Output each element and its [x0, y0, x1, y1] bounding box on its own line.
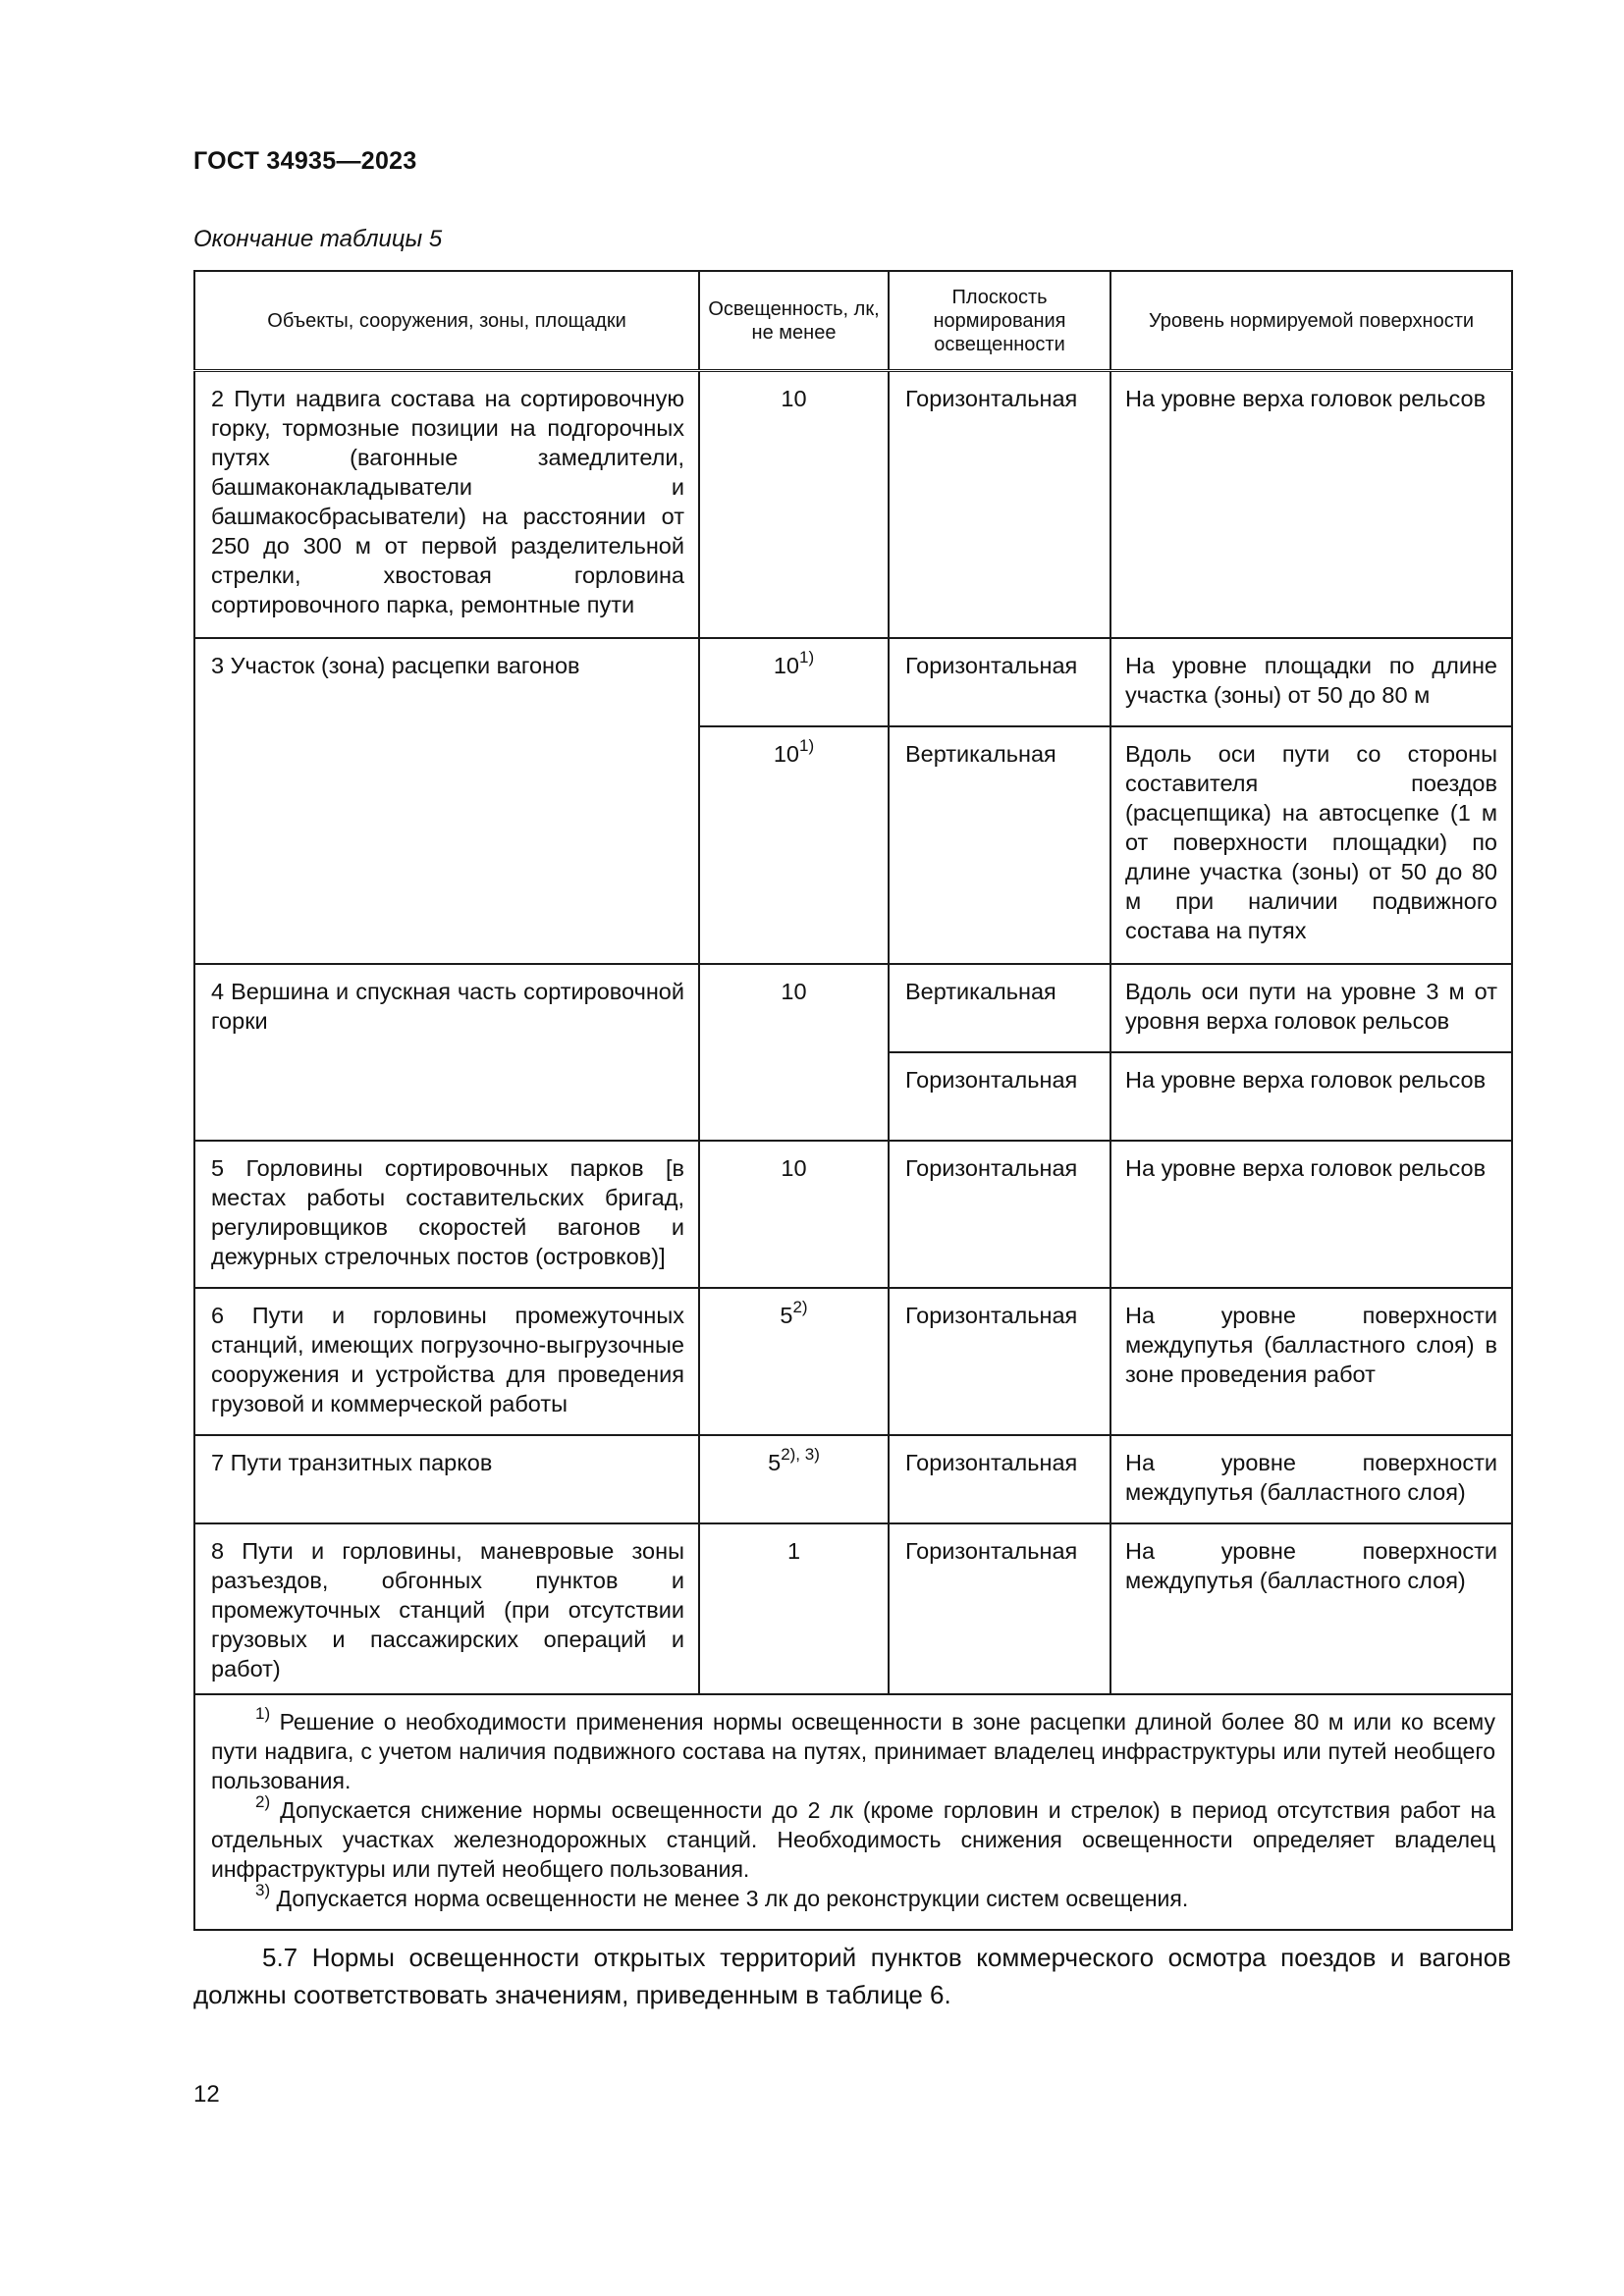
page-number: 12: [193, 2081, 220, 2108]
plane-cell: Горизонтальная: [889, 1435, 1110, 1523]
column-header-plane: Плоскость нормирования освещенности: [889, 271, 1110, 371]
illuminance-cell: [699, 964, 889, 1141]
footnote: [211, 1791, 1496, 1884]
footnote-text: Допускается норма освещенности не менее 3 лк до реконструкции систем освещения.: [276, 1885, 1189, 1911]
plane-cell: Вертикальная: [889, 726, 1110, 964]
illuminance-cell: [699, 1141, 889, 1288]
footnotes-row: [194, 1694, 1512, 1930]
illuminance-cell: [699, 1523, 889, 1694]
footnote-ref: 2), 3): [781, 1444, 820, 1464]
section-paragraph: 5.7 Нормы освещенности открытых территорий пунктов коммерческого осмотра поездов и вагонов должны соответствовать значениям, приведенным в таблице 6.: [193, 1943, 1511, 2009]
footnote-mark: 3): [255, 1880, 271, 1899]
plane-cell: Горизонтальная: [889, 371, 1110, 638]
surface-level-cell: На уровне верха головок рельсов: [1110, 371, 1512, 638]
illuminance-value: 10: [781, 1154, 807, 1181]
illuminance-value: 10: [781, 386, 807, 411]
column-header-surface-level: Уровень нормируемой поверхности: [1110, 271, 1512, 371]
surface-level-cell: Вдоль оси пути на уровне 3 м от уровня верха головок рельсов: [1110, 964, 1512, 1052]
plane-cell: Горизонтальная: [889, 638, 1110, 726]
illuminance-value: 1: [786, 1537, 801, 1564]
plane-cell: Горизонтальная: [889, 1288, 1110, 1435]
footnote-mark: 1): [255, 1703, 271, 1723]
plane-cell: Горизонтальная: [889, 1523, 1110, 1694]
table-row: [194, 1523, 1512, 1694]
illuminance-value: 10: [773, 740, 799, 767]
illuminance-value: 10: [773, 652, 799, 678]
illuminance-cell: [699, 1288, 889, 1435]
surface-level-cell: На уровне верха головок рельсов: [1110, 1141, 1512, 1288]
illuminance-value: 10: [781, 978, 807, 1004]
plane-cell: Вертикальная: [889, 964, 1110, 1052]
column-header-objects: Объекты, сооружения, зоны, площадки: [194, 271, 699, 371]
footnotes-cell: [194, 1694, 1512, 1930]
plane-cell: Горизонтальная: [889, 1141, 1110, 1288]
surface-level-cell: На уровне поверхности междупутья (балластного слоя): [1110, 1435, 1512, 1523]
table-row: [194, 638, 1512, 726]
column-header-illuminance: Освещенность, лк, не менее: [699, 271, 889, 371]
illuminance-cell: [699, 726, 889, 964]
illuminance-cell: [699, 1435, 889, 1523]
illumination-table: [193, 270, 1513, 1931]
surface-level-cell: На уровне поверхности междупутья (балластного слоя): [1110, 1523, 1512, 1694]
table-row: [194, 371, 1512, 638]
illuminance-value: 5: [768, 1449, 782, 1475]
object-cell: 8 Пути и горловины, маневровые зоны разъездов, обгонных пунктов и промежуточных станций (при отсутствии грузовых и пассажирских операций и работ): [194, 1523, 699, 1694]
illuminance-cell: [699, 638, 889, 726]
footnote-text: Допускается снижение нормы освещенности до 2 лк (кроме горловин и стрелок) в период отсутствия работ на отдельных участках железнодорожных станций. Необходимость снижения освещенности определяет владелец инфраструктуры или путей необщего пользования.: [211, 1796, 1496, 1882]
object-cell: 6 Пути и горловины промежуточных станций, имеющих погрузочно-выгрузочные сооружения и устройства для проведения грузовой и коммерческой работы: [194, 1288, 699, 1435]
footnote: [211, 1703, 1496, 1795]
illuminance-cell: [699, 371, 889, 638]
footnote-mark: 2): [255, 1791, 271, 1811]
surface-level-cell: Вдоль оси пути со стороны составителя поездов (расцепщика) на автосцепке (1 м от поверхности площадки) по длине участка (зоны) от 50 до 80 м при наличии подвижного состава на путях: [1110, 726, 1512, 964]
object-cell: 4 Вершина и спускная часть сортировочной горки: [194, 964, 699, 1141]
footnote: [211, 1880, 1495, 1913]
table-caption: Окончание таблицы 5: [193, 226, 443, 252]
table-row: [194, 1288, 1512, 1435]
table-row: [194, 964, 1512, 1052]
table-row: [194, 1141, 1512, 1288]
plane-cell: Горизонтальная: [889, 1052, 1110, 1141]
surface-level-cell: На уровне верха головок рельсов: [1110, 1052, 1512, 1141]
object-cell: 5 Горловины сортировочных парков [в местах работы составительских бригад, регулировщиков скоростей вагонов и дежурных стрелочных постов (островков)]: [194, 1141, 699, 1288]
table-header-row: [194, 271, 1512, 371]
object-cell: 3 Участок (зона) расцепки вагонов: [194, 638, 699, 964]
footnote-ref: 1): [799, 647, 815, 667]
footnote-ref: 1): [799, 735, 815, 755]
table-row: [194, 1435, 1512, 1523]
object-cell: 7 Пути транзитных парков: [194, 1435, 699, 1523]
footnote-text: Решение о необходимости применения нормы освещенности в зоне расцепки длиной более 80 м или ко всему пути надвига, с учетом наличия подвижного состава на путях, принимает владелец инфраструктуры или путей необщего пользования.: [211, 1708, 1496, 1793]
illuminance-value: 5: [780, 1302, 793, 1328]
surface-level-cell: На уровне поверхности междупутья (балластного слоя) в зоне проведения работ: [1110, 1288, 1512, 1435]
footnote-ref: 2): [792, 1297, 808, 1316]
surface-level-cell: На уровне площадки по длине участка (зоны) от 50 до 80 м: [1110, 638, 1512, 726]
object-cell: 2 Пути надвига состава на сортировочную горку, тормозные позиции на подгорочных путях (вагонные замедлители, башмаконакладыватели и башмакосбрасыватели) на расстоянии от 250 до 300 м от первой разделительной стрелки, хвостовая горловина сортировочного парка, ремонтные пути: [194, 371, 699, 638]
document-header: ГОСТ 34935—2023: [193, 147, 417, 175]
